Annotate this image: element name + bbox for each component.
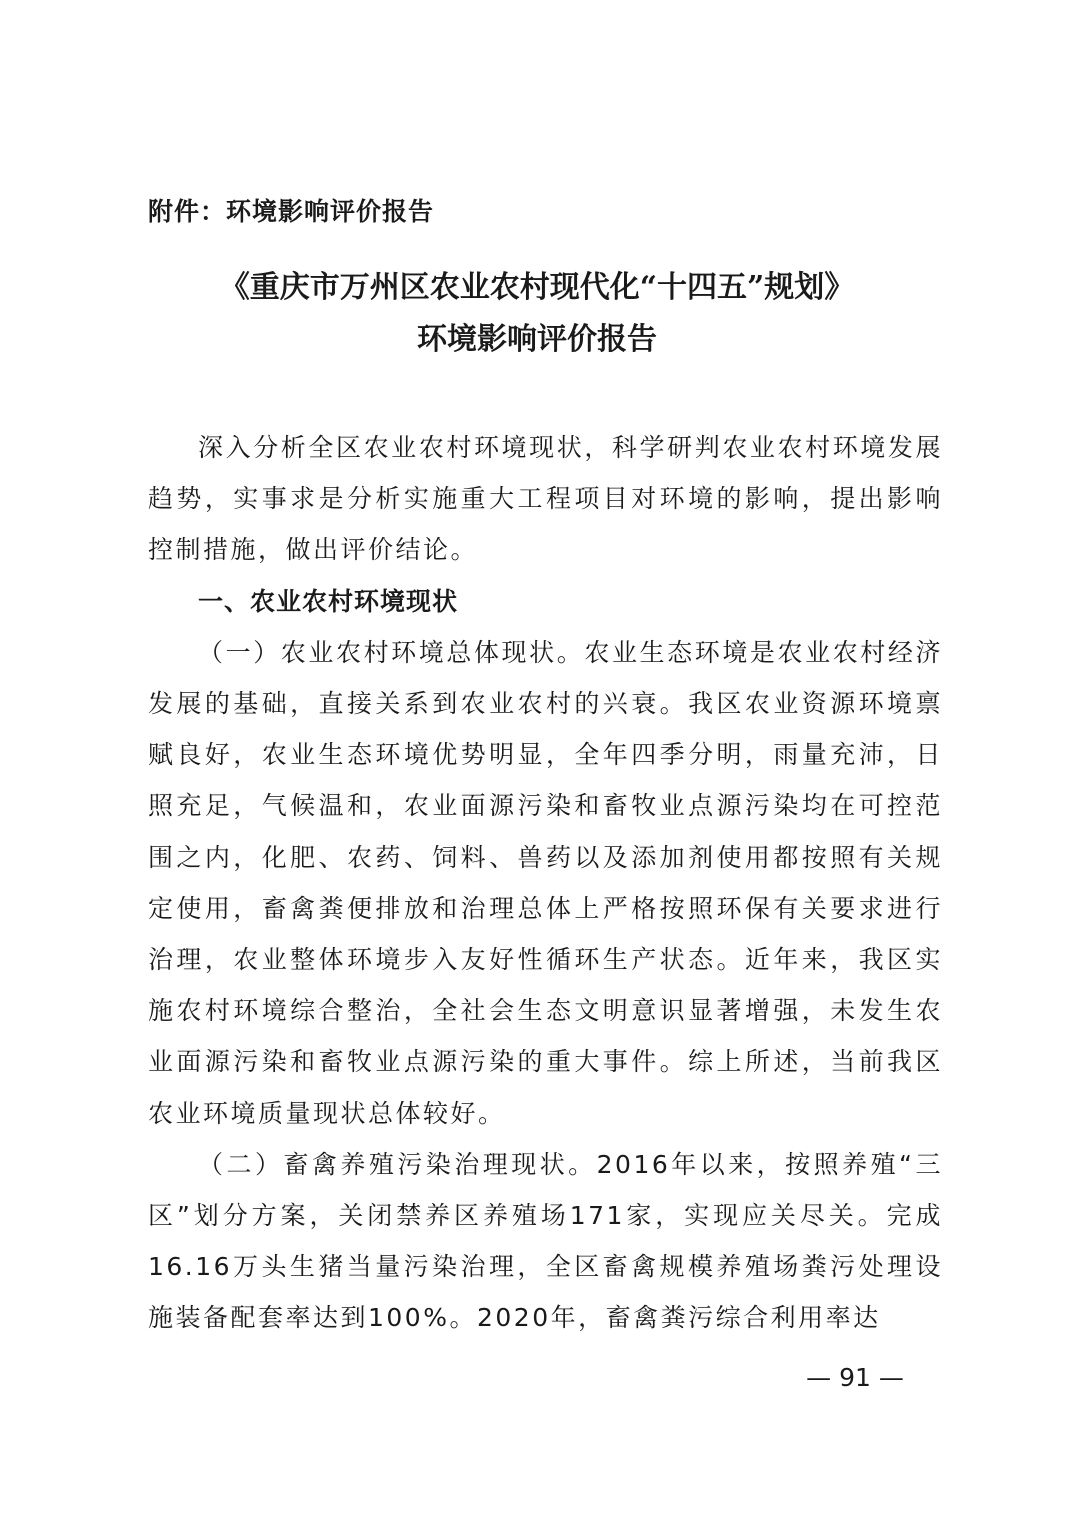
document-title-line-1: 《重庆市万州区农业农村现代化“十四五”规划》: [219, 270, 855, 305]
subsection-text-1: 农业生态环境是农业农村经济发展的基础，直接关系到农业农村的兴衰。我区农业资源环境禀赋良好，农业生态环境优势明显，全年四季分明，雨量充沛，日照充足，气候温和，农业面源污染和畜牧业点源污染均在可控范围之内，化肥、农药、饲料、兽药以及添加剂使用都按照有关规定使用，畜禽粪便排放和治理总体上严格按照环保有关要求进行治理，农业整体环境步入友好性循环生产状态。近年来，我区实施农村环境综合整治，全社会生态文明意识显著增强，未发生农业面源污染和畜牧业点源污染的重大事件。综上所述，当前我区农业环境质量现状总体较好。: [148, 637, 943, 1128]
document-body: [148, 422, 943, 1344]
subsection-title-1: （一）农业农村环境总体现状。: [198, 637, 585, 667]
subsection-paragraph-2: [148, 1139, 943, 1344]
subsection-paragraph-1: [148, 627, 943, 1139]
section-heading: 一、农业农村环境现状: [198, 586, 459, 616]
intro-paragraph: 深入分析全区农业农村环境现状，科学研判农业农村环境发展趋势，实事求是分析实施重大工程项目对环境的影响，提出影响控制措施，做出评价结论。: [148, 433, 943, 565]
page-number: — 91 —: [806, 1363, 904, 1392]
attachment-label: 附件：环境影响评价报告: [148, 197, 435, 226]
subsection-title-2: （二）畜禽养殖污染治理现状。: [198, 1149, 597, 1179]
subsection-text-2: 2016年以来，按照养殖“三区”划分方案，关闭禁养区养殖场171家，实现应关尽关。完成16.16万头生猪当量污染治理，全区畜禽规模养殖场粪污处理设施装备配套率达到100%。2020年，畜禽粪污综合利用率达: [148, 1149, 943, 1333]
document-title-line-2: 环境影响评价报告: [417, 322, 657, 357]
